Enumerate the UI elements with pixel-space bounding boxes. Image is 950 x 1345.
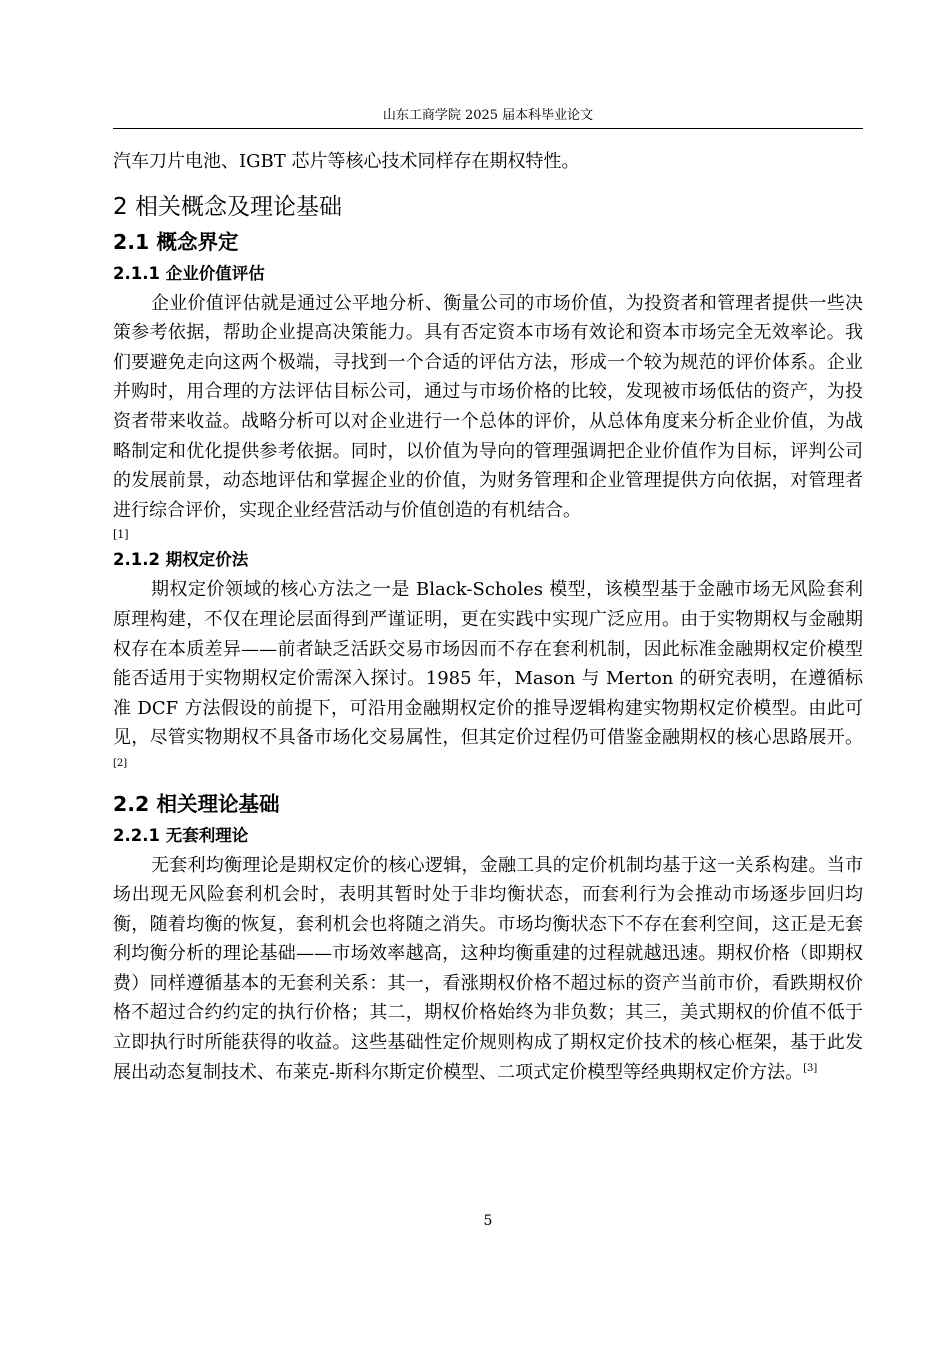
paragraph-enterprise-valuation: 企业价值评估就是通过公平地分析、衡量公司的市场价值，为投资者和管理者提供一些决策参考依据，帮助企业提高决策能力。具有否定资本市场有效论和资本市场完全无效率论。我们要避免走向这两个极端，寻找到一个合适的评估方法，形成一个较为规范的评价体系。企业并购时，用合理的方法评估目标公司，通过与市场价格的比较，发现被市场低估的资产，为投资者带来收益。战略分析可以对企业进行一个总体的评价，从总体角度来分析企业价值，为战略制定和优化提供参考依据。同时，以价值为导向的管理强调把企业价值作为目标，评判公司的发展前景，动态地评估和掌握企业的价值，为财务管理和企业管理提供方向依据，对管理者进行综合评价，实现企业经营活动与价值创造的有机结合。 <box>113 292 863 521</box>
page-body <box>113 147 863 1087</box>
section-title-2-1: 2.1 概念界定 <box>113 229 239 254</box>
paragraph-no-arbitrage-text: 无套利均衡理论是期权定价的核心逻辑，金融工具的定价机制均基于这一关系构建。当市场出现无风险套利机会时，表明其暂时处于非均衡状态，而套利行为会推动市场逐步回归均衡，随着均衡的恢复，套利机会也将随之消失。市场均衡状态下不存在套利空间，这正是无套利均衡分析的理论基础——市场效率越高，这种均衡重建的过程就越迅速。期权价格（即期权费）同样遵循基本的无套利关系：其一，看涨期权价格不超过标的资产当前市价，看跌期权价格不超过合约约定的执行价格；其二，期权价格始终为非负数；其三，美式期权的价值不低于立即执行时所能获得的收益。这些基础性定价规则构成了期权定价技术的核心框架，基于此发展出动态复制技术、布莱克-斯科尔斯定价模型、二项式定价模型等经典期权定价方法。 <box>113 854 863 1083</box>
subsection-title-2-1-2: 2.1.2 期权定价法 <box>113 550 249 570</box>
citation-2: [2] <box>113 757 128 769</box>
paragraph-option-pricing-text: 期权定价领域的核心方法之一是 Black-Scholes 模型，该模型基于金融市场无风险套利原理构建，不仅在理论层面得到严谨证明，更在实践中实现广泛应用。由于实物期权与金融期权存在本质差异——前者缺乏活跃交易市场因而不存在套利机制，因此标准金融期权定价模型能否适用于实物期权定价需深入探讨。1985 年，Mason 与 Merton 的研究表明，在遵循标准 DCF 方法假设的前提下，可沿用金融期权定价的推导逻辑构建实物期权定价模型。由此可见，尽管实物期权不具备市场化交易属性，但其定价过程仍可借鉴金融期权的核心思路展开。 <box>113 579 863 749</box>
intro-continuation: 汽车刀片电池、IGBT 芯片等核心技术同样存在期权特性。 <box>113 151 580 172</box>
section-title-2-2: 2.2 相关理论基础 <box>113 791 280 816</box>
header-rule <box>113 128 863 129</box>
running-header: 山东工商学院 2025 届本科毕业论文 <box>382 108 594 123</box>
subsection-title-2-1-1: 2.1.1 企业价值评估 <box>113 263 265 283</box>
page-number: 5 <box>483 1213 493 1229</box>
chapter-title: 2 相关概念及理论基础 <box>113 193 342 220</box>
citation-3: [3] <box>803 1062 818 1074</box>
paragraph-no-arbitrage <box>113 851 863 1088</box>
subsection-title-2-2-1: 2.2.1 无套利理论 <box>113 825 249 845</box>
citation-1: [1] <box>113 528 129 542</box>
paragraph-option-pricing <box>113 575 863 782</box>
